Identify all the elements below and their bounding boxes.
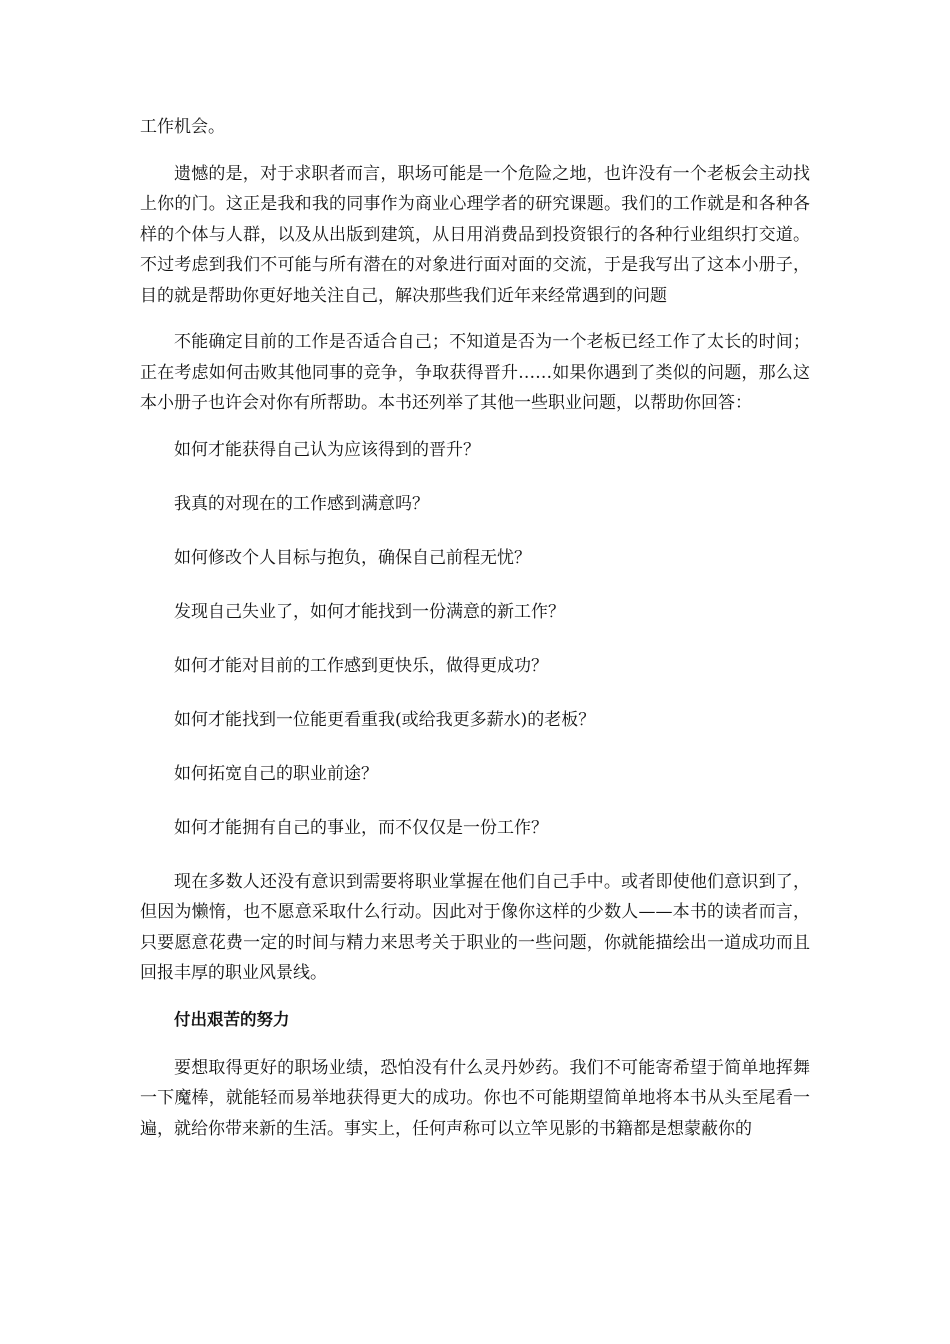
question-item: 发现自己失业了，如何才能找到一份满意的新工作？ [174, 601, 565, 622]
question-item: 如何才能对目前的工作感到更快乐，做得更成功？ [174, 655, 548, 676]
document-body [140, 112, 810, 1160]
question-item: 如何修改个人目标与抱负，确保自己前程无忧？ [174, 547, 531, 568]
paragraph: 不能确定目前的工作是否适合自己；不知道是否为一个老板已经工作了太长的时间；正在考虑如何击败其他同事的竞争，争取获得晋升……如果你遇到了类似的问题，那么这本小册子也许会对你有所帮助。本书还列举了其他一些职业问题，以帮助你回答： [140, 332, 810, 413]
paragraph: 遗憾的是，对于求职者而言，职场可能是一个危险之地，也许没有一个老板会主动找上你的门。这正是我和我的同事作为商业心理学者的研究课题。我们的工作就是和各种各样的个体与人群，以及从出版到建筑，从日用消费品到投资银行的各种行业组织打交道。不过考虑到我们不可能与所有潜在的对象进行面对面的交流，于是我写出了这本小册子，目的就是帮助你更好地关注自己，解决那些我们近年来经常遇到的问题 [140, 163, 810, 306]
question-item: 如何才能获得自己认为应该得到的晋升？ [174, 439, 480, 460]
question-list [140, 435, 810, 867]
section-paragraph: 要想取得更好的职场业绩，恐怕没有什么灵丹妙药。我们不可能寄希望于简单地挥舞一下魔棒，就能轻而易举地获得更大的成功。你也不可能期望简单地将本书从头至尾看一遍，就给你带来新的生活。事实上，任何声称可以立竿见影的书籍都是想蒙蔽你的 [140, 1057, 810, 1139]
section-heading: 付出艰苦的努力 [174, 1009, 290, 1029]
question-item: 我真的对现在的工作感到满意吗？ [174, 493, 429, 514]
closing-paragraph: 现在多数人还没有意识到需要将职业掌握在他们自己手中。或者即使他们意识到了，但因为懒惰，也不愿意采取什么行动。因此对于像你这样的少数人——本书的读者而言，只要愿意花费一定的时间与精力来思考关于职业的一些问题，你就能描绘出一道成功而且回报丰厚的职业风景线。 [140, 871, 810, 983]
continuation-line: 工作机会。 [140, 117, 225, 137]
question-item: 如何才能拥有自己的事业，而不仅仅是一份工作？ [174, 817, 548, 838]
question-item: 如何拓宽自己的职业前途？ [174, 763, 378, 784]
question-item: 如何才能找到一位能更看重我(或给我更多薪水)的老板？ [174, 709, 596, 730]
